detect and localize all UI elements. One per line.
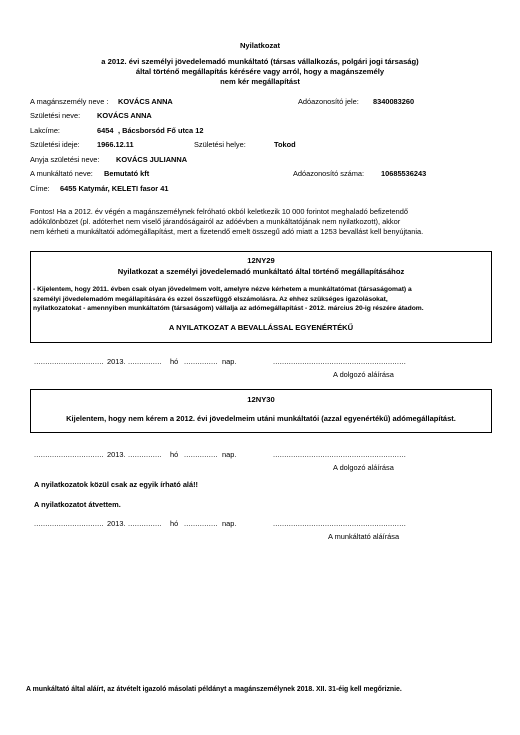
only-one-note: A nyilatkozatok közül csak az egyik írható alá!! bbox=[34, 480, 199, 489]
address-label: Lakcíme: bbox=[30, 126, 60, 135]
signature-field[interactable]: ........................................................... bbox=[273, 519, 406, 528]
box-heading: Nyilatkozat a személyi jövedelemadó munkáltató által történő megállapításához bbox=[117, 267, 405, 276]
signature-year: 2013. bbox=[107, 450, 126, 459]
birth-date-label: Születési ideje: bbox=[30, 140, 80, 149]
person-name-value: KOVÁCS ANNA bbox=[118, 97, 173, 106]
signature-day-label: nap. bbox=[222, 450, 237, 459]
document-subtitle-2: által történő megállapítás kérésére vagy arról, hogy a magánszemély bbox=[135, 67, 385, 76]
signature-month-field[interactable]: ............... bbox=[128, 519, 162, 528]
employer-signature-label: A munkáltató aláírása bbox=[328, 532, 400, 541]
birth-place-value: Tokod bbox=[274, 140, 296, 149]
equivalent-note: A NYILATKOZAT A BEVALLÁSSAL EGYENÉRTÉKŰ bbox=[168, 323, 354, 332]
address-zip: 6454 bbox=[97, 126, 114, 135]
employee-signature-label: A dolgozó aláírása bbox=[333, 463, 394, 472]
signature-day-field[interactable]: ............... bbox=[184, 450, 218, 459]
notice-line: Fontos! Ha a 2012. év végén a magánszemélynek felróható okból keletkezik 10 000 forintot meghaladó befizetendő bbox=[30, 207, 408, 216]
signature-month-field[interactable]: ............... bbox=[128, 357, 162, 366]
signature-field[interactable]: ........................................................... bbox=[273, 357, 406, 366]
person-name-label: A magánszemély neve : bbox=[30, 97, 109, 106]
received-note: A nyilatkozatot átvettem. bbox=[34, 500, 121, 509]
notice-paragraph bbox=[30, 207, 423, 237]
box-body-line: személyi jövedelemadóm megállapítására és ezzel összefüggő elszámolásra. Az ehhez szükséges igazolásokat, bbox=[33, 295, 388, 303]
box-code: 12NY30 bbox=[247, 395, 275, 404]
footer-note: A munkáltató által aláírt, az átvételt igazoló másolati példányt a magánszemélynek 2018. XII. 31-éig kell megőriznie. bbox=[26, 686, 402, 693]
address-street: , Bácsborsód Fő utca 12 bbox=[118, 126, 204, 135]
document-subtitle-1: a 2012. évi személyi jövedelemadó munkáltató (társas vállalkozás, polgári jogi társaság) bbox=[101, 57, 419, 66]
signature-day-label: nap. bbox=[222, 357, 237, 366]
declaration-box-12ny30 bbox=[30, 389, 492, 433]
box-body-line: nyilatkozatokat - amennyiben munkáltatóm (társaságom) vállalja az adómegállapítást - 2012. március 20-ig részére átadom. bbox=[33, 305, 424, 313]
mother-name-value: KOVÁCS JULIANNA bbox=[116, 155, 188, 164]
declaration-box-12ny29 bbox=[30, 251, 492, 343]
mother-name-label: Anyja születési neve: bbox=[30, 155, 100, 164]
person-tax-id-value: 8340083260 bbox=[373, 97, 415, 106]
signature-year: 2013. bbox=[107, 519, 126, 528]
notice-line: adókülönbözet (pl. adóterhet nem viselő járandóságairól az adóévben a munkáltatójának nem nyilatkozott), akkor bbox=[30, 217, 401, 226]
document-title: Nyilatkozat bbox=[239, 41, 281, 50]
box-code: 12NY29 bbox=[247, 256, 275, 265]
birth-name-value: KOVÁCS ANNA bbox=[97, 111, 152, 120]
signature-place-field[interactable]: ............................... bbox=[34, 519, 104, 528]
employer-address-label: Címe: bbox=[30, 184, 50, 193]
signature-year: 2013. bbox=[107, 357, 126, 366]
signature-day-field[interactable]: ............... bbox=[184, 357, 218, 366]
signature-month-field[interactable]: ............... bbox=[128, 450, 162, 459]
person-tax-id-label: Adóazonosító jele: bbox=[298, 97, 359, 106]
employee-signature-label: A dolgozó aláírása bbox=[333, 370, 394, 379]
birth-date-value: 1966.12.11 bbox=[97, 140, 134, 149]
birth-place-label: Születési helye: bbox=[194, 140, 246, 149]
employer-tax-no-label: Adóazonosító száma: bbox=[293, 169, 365, 178]
birth-name-label: Születési neve: bbox=[30, 111, 81, 120]
signature-place-field[interactable]: ............................... bbox=[34, 450, 104, 459]
signature-day-label: nap. bbox=[222, 519, 237, 528]
document-subtitle-3: nem kér megállapítást bbox=[220, 77, 300, 86]
notice-line: nem kérheti a munkáltatói adómegállapítást, mert a fizetendő emelt összegű adó miatt a 1253 bevallást kell benyújtania. bbox=[30, 227, 424, 236]
box-body bbox=[33, 285, 424, 314]
signature-field[interactable]: ........................................................... bbox=[273, 450, 406, 459]
signature-month-label: hó bbox=[170, 519, 179, 528]
employer-name-value: Bemutató kft bbox=[104, 169, 150, 178]
signature-month-label: hó bbox=[170, 450, 179, 459]
signature-place-field[interactable]: ............................... bbox=[34, 357, 104, 366]
employer-tax-no-value: 10685536243 bbox=[381, 169, 427, 178]
box-declaration-text: Kijelentem, hogy nem kérem a 2012. évi jövedelmeim utáni munkáltatói (azzal egyenértékű) adómegállapítást. bbox=[66, 414, 456, 423]
employer-name-label: A munkáltató neve: bbox=[30, 169, 93, 178]
employer-address-value: 6455 Katymár, KELETI fasor 41 bbox=[60, 184, 169, 193]
signature-day-field[interactable]: ............... bbox=[184, 519, 218, 528]
box-body-line: - Kijelentem, hogy 2011. évben csak olyan jövedelmem volt, amelyre nézve kérhetem a munkáltatómat (társaságomat) a bbox=[33, 286, 412, 293]
signature-month-label: hó bbox=[170, 357, 179, 366]
